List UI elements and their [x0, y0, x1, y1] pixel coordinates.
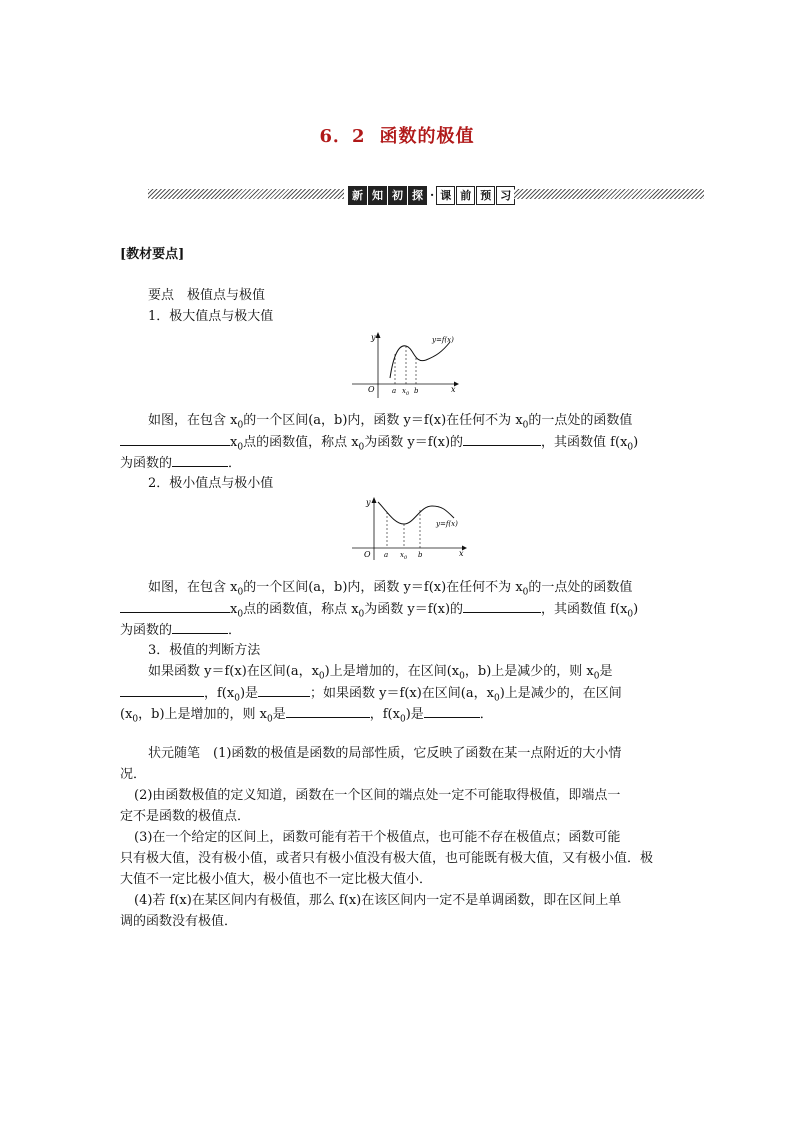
- note-line: 状元随笔 (1)函数的极值是函数的局部性质，它反映了函数在某一点附近的大小情: [148, 746, 622, 761]
- blank[interactable]: [424, 704, 480, 718]
- fig2-tick-a: a: [384, 551, 389, 559]
- blank[interactable]: [286, 704, 370, 718]
- blank[interactable]: [463, 432, 541, 446]
- blank[interactable]: [172, 453, 228, 467]
- banner-sep: ·: [430, 188, 435, 202]
- note-line: 调的函数没有极值．: [120, 914, 238, 929]
- blank[interactable]: [120, 599, 230, 613]
- banner-char: 课: [436, 186, 455, 205]
- item2-text-line3: 为函数的 ．: [120, 620, 241, 641]
- note-line: 定不是函数的极值点．: [120, 809, 251, 824]
- section-banner: [148, 186, 704, 204]
- fig2-tick-b: b: [418, 551, 423, 559]
- banner-char: 初: [388, 186, 407, 205]
- banner-char: 预: [476, 186, 495, 205]
- note-line: 况．: [120, 767, 147, 782]
- blank[interactable]: [258, 683, 310, 697]
- fig2-tick-x0: $x_0$: [400, 551, 408, 561]
- note-line: (3)在一个给定的区间上，函数可能有若干个极值点，也可能不存在极值点；函数可能: [134, 830, 621, 845]
- banner-hatch-right: [514, 189, 704, 199]
- item2-heading: 2．极小值点与极小值: [148, 476, 274, 491]
- item2-text-line1: 如图，在包含 $x_0$的一个区间(a，b)内，函数 y＝f(x)在任何不为 $x_0$的一点处的函数值: [148, 580, 633, 598]
- item1-text-line2: $x_0$点的函数值，称点 $x_0$为函数 y＝f(x)的 ，其函数值 $f(x_0)$: [120, 432, 638, 458]
- blank[interactable]: [120, 683, 204, 697]
- title-text: 函数的极值: [379, 126, 475, 147]
- item3-line2: ，$f(x_0)$是 ；如果函数 y＝f(x)在区间(a，$x_0$)上是减少的，在区间: [120, 683, 622, 709]
- fig1-tick-b: b: [414, 387, 419, 395]
- fig2-x-axis-label: x: [459, 549, 464, 558]
- banner-char: 探: [408, 186, 427, 205]
- key-point: 要点 极值点与极值: [148, 288, 266, 303]
- note-line: 只有极大值，没有极小值，或者只有极小值没有极大值，也可能既有极大值，又有极小值．极: [120, 851, 654, 866]
- fig2-y-axis-label: y: [366, 498, 371, 507]
- fig1-curve-label: y=f(x): [432, 336, 454, 344]
- page-title: [0, 122, 794, 148]
- section-label: [教材要点]: [120, 247, 185, 262]
- fig1-origin: O: [368, 385, 375, 394]
- fig1-y-axis-label: y: [371, 333, 376, 342]
- banner-char: 知: [368, 186, 387, 205]
- item3-line3: ($x_0$，b)上是增加的，则 $x_0$是 ，$f(x_0)$是 ．: [120, 704, 493, 730]
- blank[interactable]: [120, 432, 230, 446]
- note-line: (2)由函数极值的定义知道，函数在一个区间的端点处一定不可能取得极值，即端点一: [134, 788, 621, 803]
- banner-hatch-left: [148, 189, 344, 199]
- blank[interactable]: [463, 599, 541, 613]
- banner-char: 新: [348, 186, 367, 205]
- banner-char: 前: [456, 186, 475, 205]
- item1-text-line1: 如图，在包含 $x_0$的一个区间(a，b)内，函数 y＝f(x)在任何不为 $x_0$的一点处的函数值: [148, 413, 633, 431]
- note-line: (4)若 f(x)在某区间内有极值，那么 f(x)在该区间内一定不是单调函数，即在区间上单: [134, 893, 622, 908]
- item1-heading: 1．极大值点与极大值: [148, 309, 274, 324]
- note-line: 大值不一定比极小值大，极小值也不一定比极大值小．: [120, 872, 433, 887]
- item3-heading: 3．极值的判断方法: [148, 643, 261, 658]
- fig1-x-axis-label: x: [451, 385, 456, 394]
- fig2-curve-label: y=f(x): [436, 520, 458, 528]
- item3-line1: 如果函数 y＝f(x)在区间(a，$x_0$)上是增加的，在区间($x_0$，b)上是减少的，则 $x_0$是: [148, 664, 613, 682]
- fig1-tick-a: a: [392, 387, 397, 395]
- banner-char: 习: [496, 186, 515, 205]
- section-number: 6．2: [319, 126, 366, 147]
- item1-text-line3: 为函数的 ．: [120, 453, 241, 474]
- figure-minimum: [350, 496, 470, 566]
- fig2-origin: O: [364, 550, 371, 559]
- figure-maximum: [350, 330, 460, 400]
- blank[interactable]: [172, 620, 228, 634]
- fig1-tick-x0: $x_0$: [402, 387, 410, 397]
- banner-chars: [348, 186, 516, 204]
- item2-text-line2: $x_0$点的函数值，称点 $x_0$为函数 y＝f(x)的 ，其函数值 $f(x_0)$: [120, 599, 638, 625]
